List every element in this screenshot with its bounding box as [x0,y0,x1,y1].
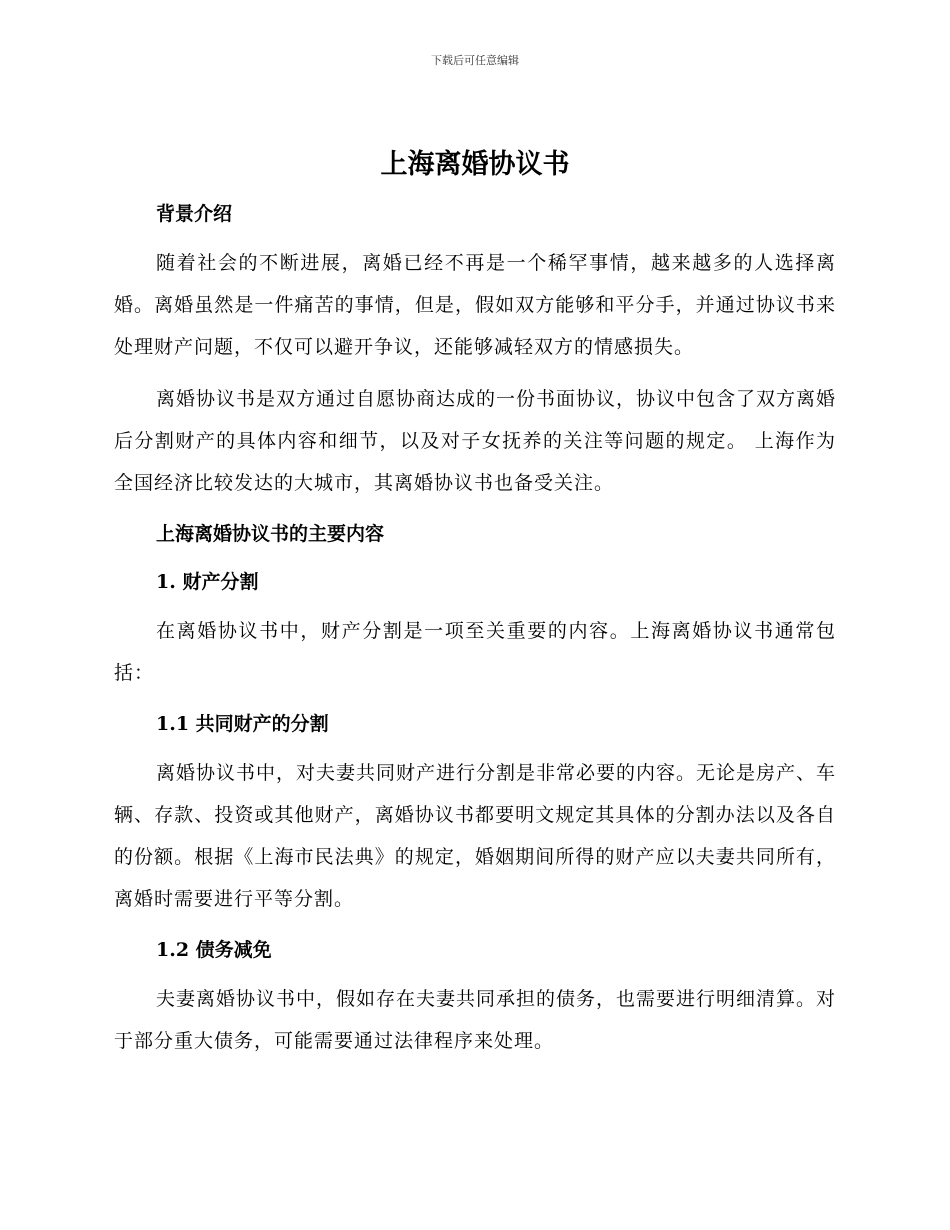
section-heading-background: 背景介绍 [156,203,233,225]
document-body [114,140,836,1062]
section-heading-debt-relief: 1.2 债务减免 [156,939,272,961]
paragraph-debt-relief: 夫妻离婚协议书中，假如存在夫妻共同承担的债务，也需要进行明细清算。对于部分重大债务，可能需要通过法律程序来处理。 [114,988,837,1052]
paragraph-joint-property: 离婚协议书中，对夫妻共同财产进行分割是非常必要的内容。无论是房产、车辆、存款、投资或其他财产，离婚协议书都要明文规定其具体的分割办法以及各自的份额。根据《上海市民法典》的规定，婚姻期间所得的财产应以夫妻共同所有，离婚时需要进行平等分割。 [114,762,837,910]
page-header: 下载后可任意编辑 [431,54,519,67]
paragraph-intro-1: 随着社会的不断进展，离婚已经不再是一个稀罕事情，越来越多的人选择离婚。离婚虽然是一件痛苦的事情，但是，假如双方能够和平分手，并通过协议书来处理财产问题，不仅可以避开争议，还能够减轻双方的情感损失。 [114,252,836,358]
section-heading-property-division: 1. 财产分割 [156,571,259,593]
paragraph-intro-2: 离婚协议书是双方通过自愿协商达成的一份书面协议，协议中包含了双方离婚后分割财产的具体内容和细节，以及对子女抚养的关注等问题的规定。 上海作为全国经济比较发达的大城市，其离婚协议书也备受关注。 [114,388,837,494]
section-heading-main-content: 上海离婚协议书的主要内容 [156,523,385,545]
section-heading-joint-property: 1.1 共同财产的分割 [156,713,329,735]
document-title: 上海离婚协议书 [380,149,570,180]
paragraph-property-division: 在离婚协议书中，财产分割是一项至关重要的内容。上海离婚协议书通常包括： [114,620,836,684]
